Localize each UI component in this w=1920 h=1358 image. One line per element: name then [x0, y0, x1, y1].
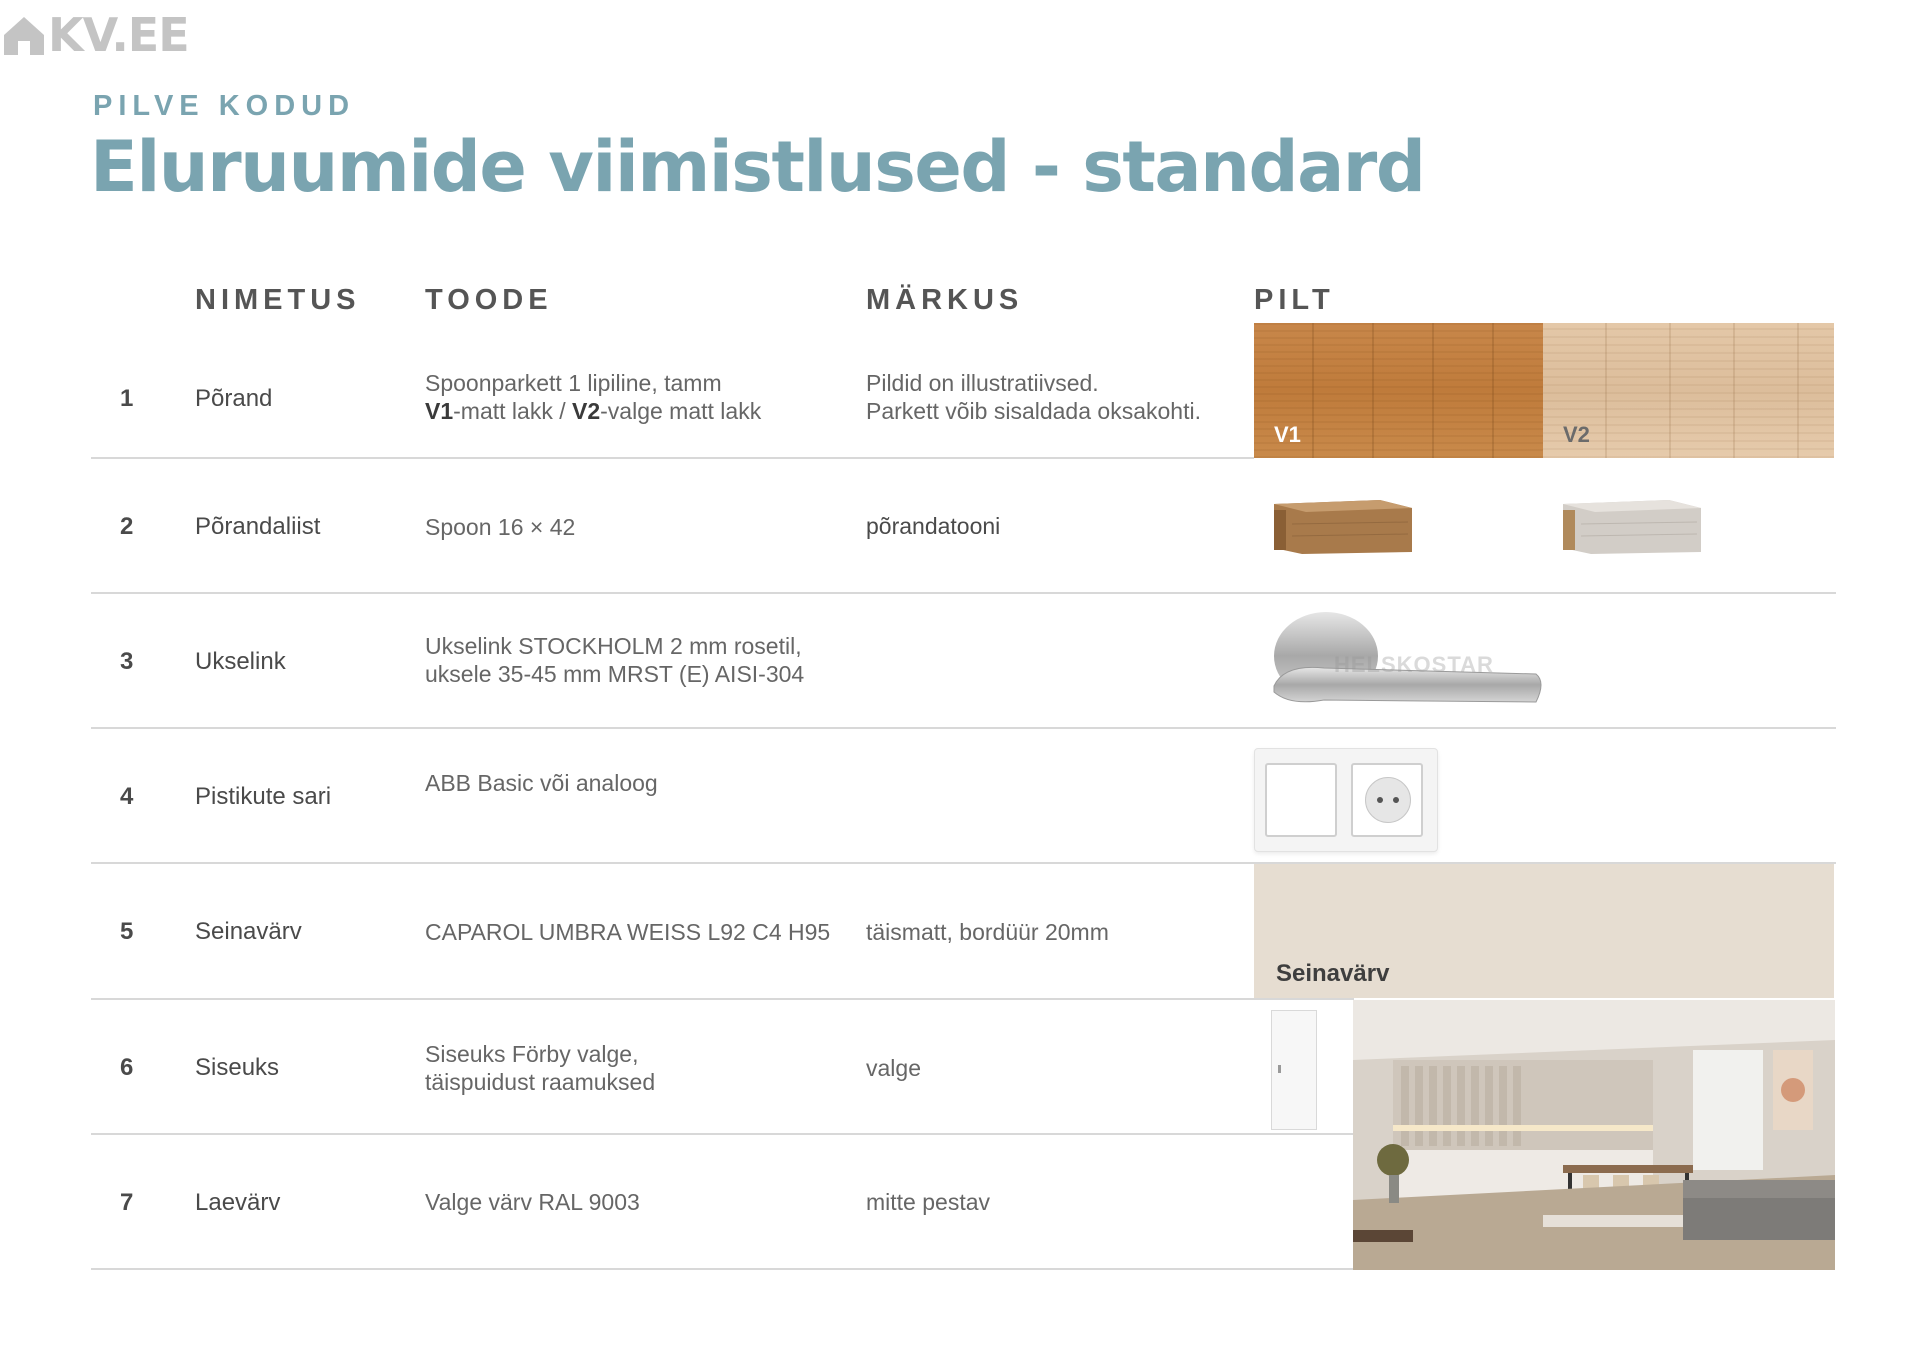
- row-name: Põrand: [195, 385, 273, 412]
- row-note: täismatt, bordüür 20mm: [866, 919, 1109, 945]
- interior-illustration: [1353, 1000, 1835, 1270]
- door-handle-image: [1254, 608, 1554, 713]
- row-divider: [91, 457, 1254, 459]
- row-product: ABB Basic või analoog: [425, 770, 658, 796]
- note-line: Pildid on illustratiivsed.: [866, 370, 1099, 396]
- row-divider: [91, 592, 1836, 594]
- row-divider: [91, 998, 1354, 1000]
- page-title: Eluruumide viimistlused - standard: [90, 126, 1425, 208]
- skirting-board-icon: [1272, 496, 1414, 558]
- row-product: [425, 1040, 855, 1096]
- row-number: 2: [120, 513, 134, 540]
- product-line: täispuidust raamuksed: [425, 1069, 656, 1095]
- product-line: Spoonparkett 1 lipiline, tamm: [425, 370, 722, 396]
- wood-sample-label: V2: [1563, 422, 1590, 447]
- row-name: Pistikute sari: [195, 783, 332, 810]
- paint-swatch: [1254, 864, 1834, 998]
- row-divider: [91, 1133, 1354, 1135]
- row-note: mitte pestav: [866, 1189, 990, 1215]
- wood-sample-label: V1: [1274, 422, 1301, 447]
- variant-v1-text: -matt lakk /: [453, 398, 572, 424]
- column-header-pilt: PILT: [1254, 284, 1335, 316]
- product-line: Ukselink STOCKHOLM 2 mm rosetil,: [425, 633, 802, 659]
- row-divider: [91, 727, 1836, 729]
- row-divider: [91, 1268, 1354, 1270]
- row-name: Ukselink: [195, 648, 286, 675]
- product-line: Siseuks Förby valge,: [425, 1041, 639, 1067]
- row-name: Siseuks: [195, 1054, 280, 1081]
- row-number: 1: [120, 385, 134, 412]
- row-product: [425, 632, 855, 688]
- variant-v1: V1: [425, 398, 454, 424]
- switch-socket-icon: [1254, 748, 1438, 852]
- row-number: 5: [120, 918, 134, 945]
- interior-photo: [1353, 1000, 1835, 1270]
- watermark-text: HELSKOSTAR: [1334, 652, 1494, 677]
- column-header-nimetus: NIMETUS: [195, 284, 361, 316]
- row-number: 3: [120, 648, 134, 675]
- row-number: 6: [120, 1054, 134, 1081]
- paint-swatch-label: Seinavärv: [1276, 960, 1390, 987]
- row-name: Laevärv: [195, 1189, 281, 1216]
- product-line: [425, 397, 855, 425]
- kv-logo[interactable]: [2, 10, 189, 60]
- row-product: CAPAROL UMBRA WEISS L92 C4 H95: [425, 919, 831, 945]
- product-line: uksele 35-45 mm MRST (E) AISI-304: [425, 661, 805, 687]
- row-product: [425, 369, 855, 425]
- switch-button-icon: [1265, 763, 1337, 837]
- row-note: valge: [866, 1055, 921, 1081]
- wood-sample-v1: [1254, 323, 1544, 458]
- door-icon: [1271, 1010, 1317, 1130]
- row-note: põrandatooni: [866, 513, 1001, 539]
- wood-sample-v2: [1543, 323, 1834, 458]
- row-product: Valge värv RAL 9003: [425, 1189, 640, 1215]
- note-line: Parkett võib sisaldada oksakohti.: [866, 398, 1201, 424]
- row-name: Seinavärv: [195, 918, 302, 945]
- row-name: Põrandaliist: [195, 513, 321, 540]
- row-note: [866, 369, 1246, 425]
- column-header-markus: MÄRKUS: [866, 284, 1024, 316]
- house-logo-icon: [2, 13, 46, 57]
- logo-text: KV.EE: [48, 8, 189, 62]
- row-number: 4: [120, 783, 134, 810]
- variant-v2: V2: [572, 398, 601, 424]
- row-product: Spoon 16 × 42: [425, 514, 576, 540]
- variant-v2-text: -valge matt lakk: [600, 398, 762, 424]
- skirting-board-icon: [1561, 496, 1703, 558]
- socket-icon: [1351, 763, 1423, 837]
- row-number: 7: [120, 1189, 134, 1216]
- column-header-toode: TOODE: [425, 284, 553, 316]
- project-name: PILVE KODUD: [93, 90, 356, 122]
